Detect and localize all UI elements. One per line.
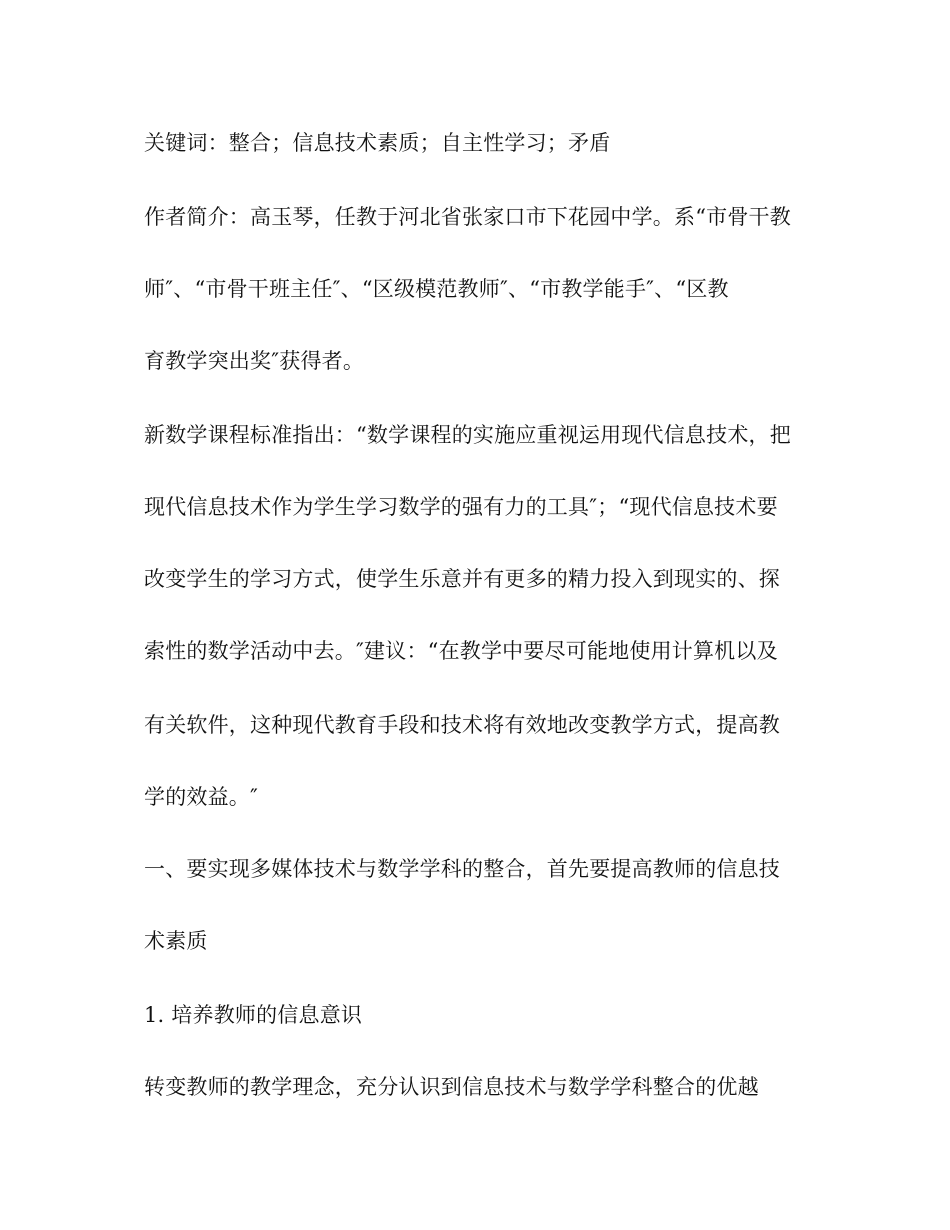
author-intro-line-2: 师″、“市骨干班主任″、“区级模范教师″、“市教学能手″、“区教 — [144, 277, 729, 301]
paragraph-line-4: 索性的数学活动中去。″建议：“在教学中要尽可能地使用计算机以及 — [144, 639, 778, 663]
paragraph-line-6: 学的效益。″ — [144, 785, 259, 809]
paragraph-line-1: 新数学课程标准指出：“数学课程的实施应重视运用现代信息技术，把 — [144, 423, 791, 447]
author-intro-line-3: 育教学突出奖″获得者。 — [144, 349, 365, 373]
author-intro-line-1: 作者简介：高玉琴，任教于河北省张家口市下花园中学。系“市骨干教 — [144, 205, 791, 229]
subsection-heading: 1. 培养教师的信息意识 — [144, 1003, 363, 1027]
paragraph-line-2: 现代信息技术作为学生学习数学的强有力的工具″；“现代信息技术要 — [144, 495, 778, 519]
body-line: 转变教师的教学理念，充分认识到信息技术与数学学科整合的优越 — [144, 1075, 759, 1099]
paragraph-line-3: 改变学生的学习方式，使学生乐意并有更多的精力投入到现实的、探 — [144, 567, 780, 591]
section-heading-line-2: 术素质 — [144, 929, 208, 953]
paragraph-line-5: 有关软件，这种现代教育手段和技术将有效地改变教学方式，提高教 — [144, 713, 780, 737]
section-heading-line-1: 一、要实现多媒体技术与数学学科的整合，首先要提高教师的信息技 — [144, 857, 780, 881]
keywords-line: 关键词：整合；信息技术素质；自主性学习；矛盾 — [144, 131, 611, 155]
